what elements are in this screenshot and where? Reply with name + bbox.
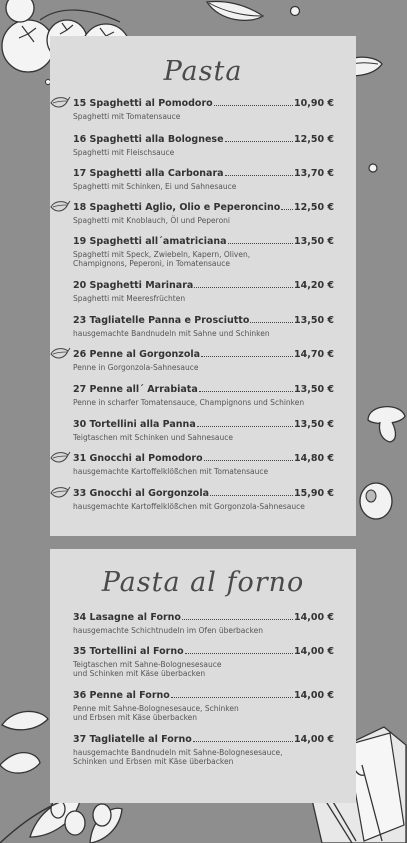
item-name: 16 Spaghetti alla Bolognese xyxy=(73,134,224,145)
item-name: 15 Spaghetti al Pomodoro xyxy=(73,98,213,109)
item-description: Spaghetti mit Tomatensauce xyxy=(73,112,181,121)
menu-item xyxy=(73,453,334,476)
menu-section-pasta-al-forno xyxy=(50,549,356,803)
chili-pepper-icon xyxy=(49,346,71,362)
item-price: 14,00 € xyxy=(294,646,334,657)
menu-item xyxy=(73,98,334,121)
menu-item xyxy=(73,646,334,678)
olive-illustration xyxy=(356,480,396,522)
menu-item xyxy=(73,349,334,372)
item-price: 13,50 € xyxy=(294,384,334,395)
item-price: 14,70 € xyxy=(294,349,334,360)
item-name: 35 Tortellini al Forno xyxy=(73,646,184,657)
item-name: 26 Penne al Gorgonzola xyxy=(73,349,201,360)
item-description: Spaghetti mit Schinken, Ei und Sahnesauce xyxy=(73,182,237,191)
leader-dots xyxy=(193,741,293,742)
item-description: hausgemachte Kartoffelklößchen mit Gorgonzola-Sahnesauce xyxy=(73,502,305,511)
leader-dots xyxy=(281,209,293,210)
menu-item xyxy=(73,384,334,407)
item-description: hausgemachte Bandnudeln mit Sahne und Schinken xyxy=(73,329,270,338)
leader-dots xyxy=(250,322,293,323)
item-description: Spaghetti mit Fleischsauce xyxy=(73,148,175,157)
menu-item xyxy=(73,280,334,303)
item-price: 12,50 € xyxy=(294,134,334,145)
item-price: 13,50 € xyxy=(294,236,334,247)
menu-section-pasta xyxy=(50,36,356,536)
item-price: 15,90 € xyxy=(294,488,334,499)
menu-item xyxy=(73,419,334,442)
item-price: 13,70 € xyxy=(294,168,334,179)
leader-dots xyxy=(210,495,293,496)
item-price: 14,20 € xyxy=(294,280,334,291)
item-price: 14,00 € xyxy=(294,612,334,623)
menu-item xyxy=(73,315,334,338)
leader-dots xyxy=(182,619,293,620)
chili-pepper-icon xyxy=(49,199,71,215)
menu-item xyxy=(73,236,334,268)
item-description: Penne mit Sahne-Bolognesesauce, Schinken und Erbsen mit Käse überbacken xyxy=(73,704,239,722)
item-name: 20 Spaghetti Marinara xyxy=(73,280,194,291)
mushroom-illustration xyxy=(366,400,407,445)
menu-item xyxy=(73,168,334,191)
pea-icon xyxy=(289,5,301,17)
item-description: hausgemachte Schichtnudeln im Ofen überbacken xyxy=(73,626,263,635)
item-price: 14,80 € xyxy=(294,453,334,464)
item-description: hausgemachte Kartoffelklößchen mit Tomatensauce xyxy=(73,467,269,476)
item-description: Spaghetti mit Knoblauch, Öl und Peperoni xyxy=(73,216,231,225)
chili-pepper-icon xyxy=(49,485,71,501)
menu-item xyxy=(73,134,334,157)
item-name: 18 Spaghetti Aglio, Olio e Peperoncino xyxy=(73,202,281,213)
chili-pepper-icon xyxy=(49,95,71,111)
section-title: Pasta xyxy=(163,56,243,87)
menu-item xyxy=(73,734,334,766)
leader-dots xyxy=(185,653,293,654)
leader-dots xyxy=(171,697,293,698)
item-name: 33 Gnocchi al Gorgonzola xyxy=(73,488,210,499)
menu-item xyxy=(73,690,334,722)
item-description: Penne in scharfer Tomatensauce, Champignons und Schinken xyxy=(73,398,305,407)
leader-dots xyxy=(228,243,293,244)
item-price: 12,50 € xyxy=(294,202,334,213)
item-price: 10,90 € xyxy=(294,98,334,109)
leader-dots xyxy=(197,426,293,427)
basil-leaf-top-illustration xyxy=(205,0,265,25)
item-name: 23 Tagliatelle Panna e Prosciutto xyxy=(73,315,250,326)
item-description: Spaghetti mit Speck, Zwiebeln, Kapern, Oliven, Champignons, Peperoni, in Tomatensauce xyxy=(73,250,251,268)
item-name: 19 Spaghetti all´amatriciana xyxy=(73,236,227,247)
peppercorn-icon xyxy=(367,162,379,174)
item-description: Teigtaschen mit Sahne-Bolognesesauce und Schinken mit Käse überbacken xyxy=(73,660,222,678)
item-description: Teigtaschen mit Schinken und Sahnesauce xyxy=(73,433,233,442)
leader-dots xyxy=(199,391,293,392)
item-name: 27 Penne all´ Arrabiata xyxy=(73,384,198,395)
menu-item xyxy=(73,202,334,225)
item-description: Penne in Gorgonzola-Sahnesauce xyxy=(73,363,199,372)
item-name: 31 Gnocchi al Pomodoro xyxy=(73,453,203,464)
leader-dots xyxy=(201,356,293,357)
leader-dots xyxy=(204,460,293,461)
item-description: hausgemachte Bandnudeln mit Sahne-Bolognesesauce, Schinken und Erbsen mit Käse überbacken xyxy=(73,748,283,766)
item-name: 17 Spaghetti alla Carbonara xyxy=(73,168,224,179)
item-name: 30 Tortellini alla Panna xyxy=(73,419,196,430)
leader-dots xyxy=(214,105,293,106)
leader-dots xyxy=(225,175,293,176)
leader-dots xyxy=(225,141,294,142)
chili-pepper-icon xyxy=(49,450,71,466)
item-name: 34 Lasagne al Forno xyxy=(73,612,181,623)
item-price: 14,00 € xyxy=(294,690,334,701)
item-price: 13,50 € xyxy=(294,419,334,430)
menu-item xyxy=(73,612,334,635)
leader-dots xyxy=(194,287,293,288)
item-price: 14,00 € xyxy=(294,734,334,745)
section-title: Pasta al forno xyxy=(101,567,305,598)
item-name: 36 Penne al Forno xyxy=(73,690,170,701)
item-name: 37 Tagliatelle al Forno xyxy=(73,734,192,745)
menu-item xyxy=(73,488,334,511)
item-price: 13,50 € xyxy=(294,315,334,326)
item-description: Spaghetti mit Meeresfrüchten xyxy=(73,294,186,303)
